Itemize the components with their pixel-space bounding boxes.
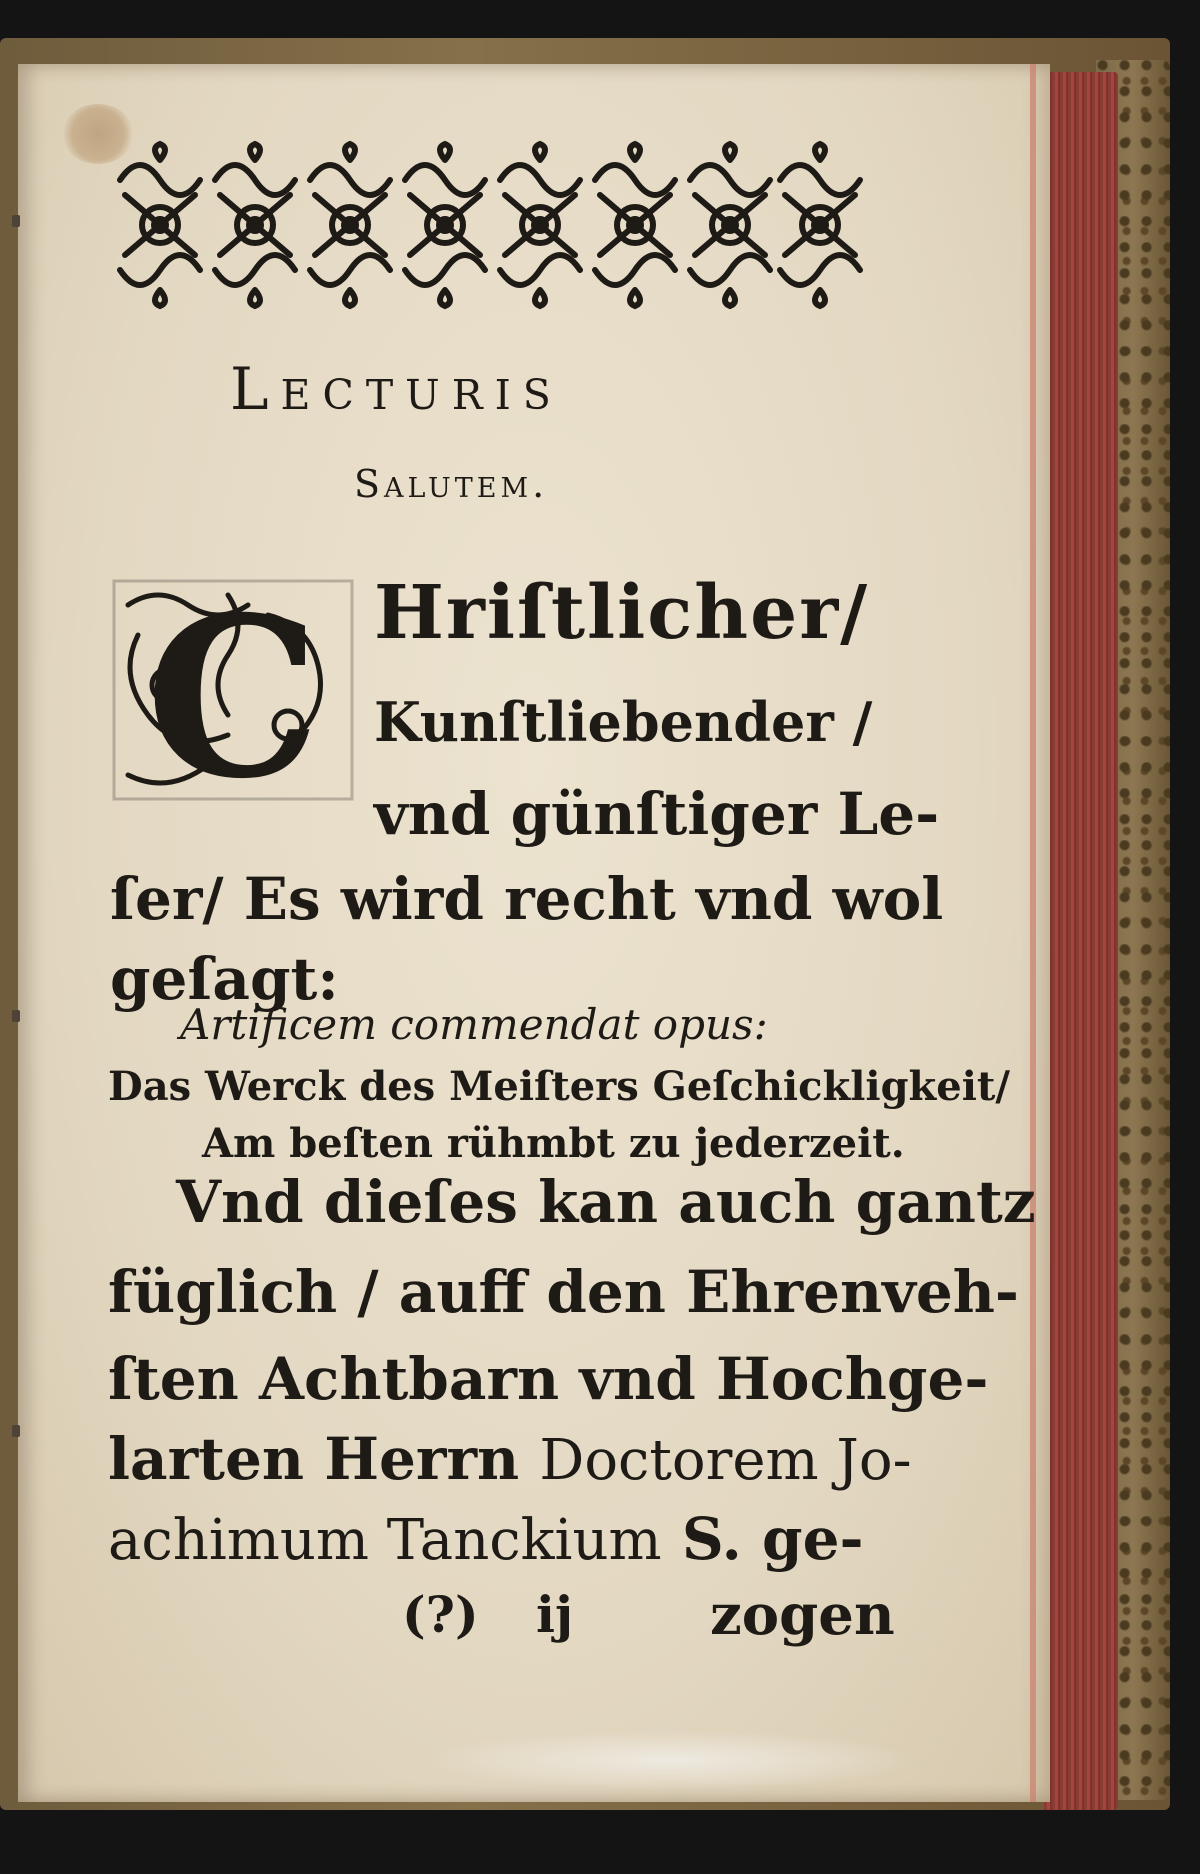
ornament-band-icon (110, 140, 866, 310)
decorated-initial-icon (108, 575, 358, 805)
text-line: vnd günſtiger Le- (374, 780, 940, 848)
verse-line: Das Werck des Meiſters Geſchickligkeit/ (108, 1063, 1010, 1110)
initial-letter: C (145, 575, 321, 805)
page-margin-rule (1030, 64, 1036, 1802)
text-line: Kunſtliebender / (374, 690, 873, 754)
binding-thread (12, 1425, 20, 1437)
binding-thread (12, 215, 20, 227)
roman-segment: achimum Tanckium (108, 1508, 662, 1573)
roman-segment: Doctorem Jo- (539, 1428, 912, 1493)
text-line: ſten Achtbarn vnd Hochge- (108, 1345, 989, 1413)
verse-line: Am beſten rühmbt zu jederzeit. (202, 1120, 905, 1167)
text-line: Vnd dieſes kan auch gantz (176, 1168, 1036, 1236)
page-subtitle: Salutem. (354, 462, 549, 506)
text-line: ſer/ Es wird recht vnd wol (110, 865, 944, 933)
fraktur-segment: larten Herrn (108, 1425, 520, 1493)
text-line: Hriſtlicher/ (374, 570, 870, 656)
signature-number: ij (536, 1585, 574, 1644)
text-line (108, 1425, 912, 1493)
text-line: geſagt: (110, 945, 339, 1013)
latin-quote: Artificem commendat opus: (180, 1000, 768, 1049)
catchword: zogen (710, 1582, 895, 1648)
paper-wear (420, 1730, 920, 1790)
red-page-edges (1044, 72, 1118, 1810)
page-title: Lecturis (230, 355, 563, 423)
signature-mark: (?) (402, 1585, 479, 1644)
text-line (108, 1505, 864, 1573)
binding-thread (12, 1010, 20, 1022)
fraktur-segment: S. ge- (681, 1505, 864, 1573)
text-line: füglich / auff den Ehrenveh- (108, 1258, 1020, 1326)
